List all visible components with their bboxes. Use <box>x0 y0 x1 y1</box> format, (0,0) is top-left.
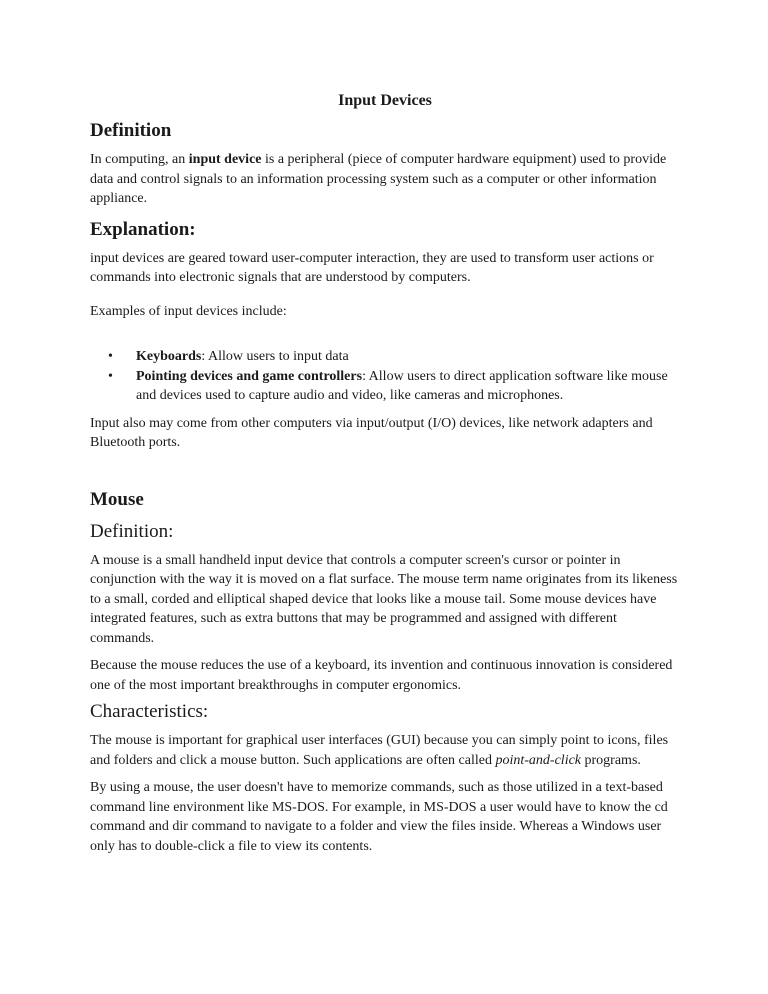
page-title: Input Devices <box>338 92 432 109</box>
list-item-text <box>136 367 680 406</box>
explanation-paragraph: input devices are geared toward user-computer interaction, they are used to transform user actions or commands into electronic signals that are understood by computers. <box>90 250 654 285</box>
list-item-description: : Allow users to direct application software like mouse and devices used to capture audio and video, like cameras and microphones. <box>136 368 668 403</box>
characteristics-text-post: programs. <box>581 752 641 768</box>
list-item-text <box>136 347 680 367</box>
explanation-heading: Explanation: <box>90 218 196 240</box>
definition-paragraph <box>90 150 680 209</box>
page-content <box>90 92 680 856</box>
list-item <box>108 367 680 406</box>
list-item-description: : Allow users to input data <box>201 349 349 364</box>
list-item-term: Keyboards <box>136 349 202 364</box>
definition-text-pre: In computing, an <box>90 152 189 167</box>
ms-dos-paragraph: By using a mouse, the user doesn't have to memorize commands, such as those utilized in a text-based command line environment like MS-DOS. For example, in MS-DOS a user would have to know the cd command and dir command to navigate to a folder and view the files inside. Whereas a Windows user only has to double-click a file to view its contents. <box>90 780 668 854</box>
characteristics-paragraph <box>90 731 680 770</box>
characteristics-text-pre: The mouse is important for graphical user interfaces (GUI) because you can simply point to icons, files and folders and click a mouse button. Such applications are often called <box>90 733 669 768</box>
examples-intro: Examples of input devices include: <box>90 303 287 319</box>
io-paragraph: Input also may come from other computers via input/output (I/O) devices, like network adapters and Bluetooth ports. <box>90 415 653 450</box>
list-item <box>108 347 680 367</box>
bullet-icon: • <box>108 349 113 364</box>
definition-heading: Definition <box>90 120 172 141</box>
definition-text-post: is a peripheral (piece of computer hardware equipment) used to provide data and control signals to an information processing system such as a computer or other information appliance. <box>90 152 667 206</box>
list-item-term: Pointing devices and game controllers <box>136 368 363 384</box>
characteristics-heading: Characteristics: <box>90 701 209 722</box>
input-device-term: input device <box>188 152 262 167</box>
mouse-importance-paragraph: Because the mouse reduces the use of a keyboard, its invention and continuous innovation is considered one of the most important breakthroughs in computer ergonomics. <box>90 658 673 693</box>
bullet-icon: • <box>108 368 113 384</box>
mouse-heading: Mouse <box>90 488 144 510</box>
mouse-definition-heading: Definition: <box>90 520 174 542</box>
point-and-click-term: point-and-click <box>495 752 582 768</box>
mouse-definition-paragraph: A mouse is a small handheld input device that controls a computer screen's cursor or pointer in conjunction with the way it is moved on a flat surface. The mouse term name originates from its likeness to a small, corded and elliptical shaped device that looks like a mouse tail. Some mouse devices have integrated features, such as extra buttons that may be programmed and assigned with different commands. <box>90 552 678 646</box>
examples-list <box>108 347 680 406</box>
